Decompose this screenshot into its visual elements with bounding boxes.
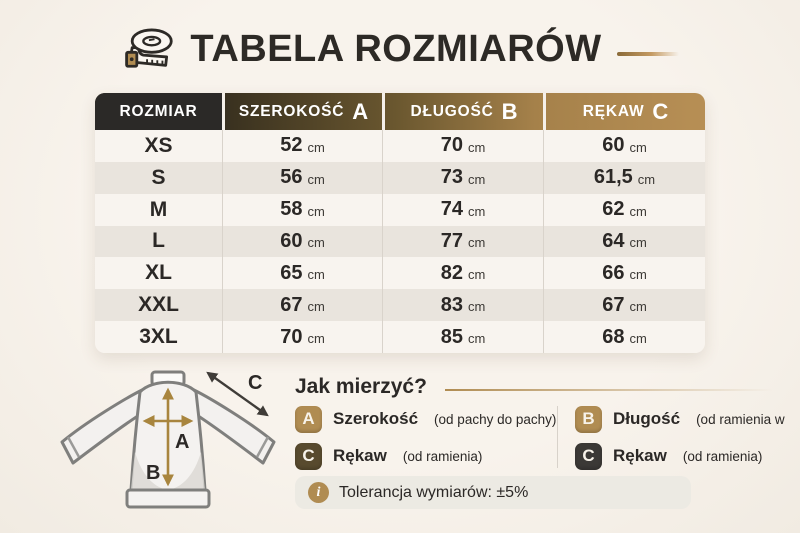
legend-heading-text: Jak mierzyć?: [295, 375, 427, 398]
jacket-left-sleeve: [62, 390, 144, 463]
jacket-right-sleeve: [192, 390, 274, 463]
size-table-header: [95, 93, 705, 130]
header-letter-c: C: [652, 98, 669, 124]
header-letter-a: A: [352, 98, 369, 124]
size-table-body: [95, 130, 705, 353]
jacket-diagram: [46, 364, 290, 522]
legend-item-sleeve-right: C Rękaw (od ramienia): [575, 441, 800, 471]
legend-item-width: A Szerokość (od pachy do pachy): [295, 404, 547, 434]
header-letter-b: B: [501, 98, 518, 124]
legend-column-right: [575, 404, 800, 478]
diagram-label-c: C: [248, 372, 263, 394]
diagram-label-b: B: [146, 462, 161, 484]
page-title: TABELA ROZMIARÓW: [190, 27, 602, 70]
legend-item-sleeve-left: C Rękaw (od ramienia): [295, 441, 547, 471]
table-row-m: M 58 cm 74 cm 62 cm: [95, 194, 705, 226]
table-row-s: S 56 cm 73 cm 61,5 cm: [95, 162, 705, 194]
title-row: [0, 20, 800, 78]
badge-c-olive: C: [295, 443, 322, 470]
header-cell-length: DŁUGOŚĆ B: [382, 93, 543, 130]
tolerance-text: Tolerancja wymiarów: ±5%: [339, 483, 529, 501]
legend-accent-line: [445, 389, 773, 391]
diagram-label-a: A: [175, 431, 190, 453]
table-row-xxl: XXL 67 cm 83 cm 67 cm: [95, 289, 705, 321]
table-row-xl: XL 65 cm 82 cm 66 cm: [95, 257, 705, 289]
legend-column-left: [295, 404, 557, 478]
header-cell-size: ROZMIAR: [95, 93, 222, 130]
header-cell-width: SZEROKOŚĆ A: [222, 93, 382, 130]
title-accent-line: [617, 52, 679, 56]
badge-a: A: [295, 406, 322, 433]
jacket-hem: [127, 490, 209, 507]
tolerance-note: [295, 476, 691, 509]
table-row-l: L 60 cm 77 cm 64 cm: [95, 226, 705, 258]
table-row-xs: XS 52 cm 70 cm 60 cm: [95, 130, 705, 162]
badge-c-charcoal: C: [575, 443, 602, 470]
legend-item-length: B Długość (od ramienia w: [575, 404, 800, 434]
info-icon: i: [308, 482, 329, 503]
legend-divider: [557, 406, 558, 468]
header-cell-sleeve: RĘKAW C: [543, 93, 705, 130]
size-table: [95, 93, 705, 353]
table-row-3xl: 3XL 70 cm 85 cm 68 cm: [95, 321, 705, 353]
legend-heading: [295, 375, 773, 399]
badge-b: B: [575, 406, 602, 433]
measuring-tape-icon: [121, 27, 175, 72]
